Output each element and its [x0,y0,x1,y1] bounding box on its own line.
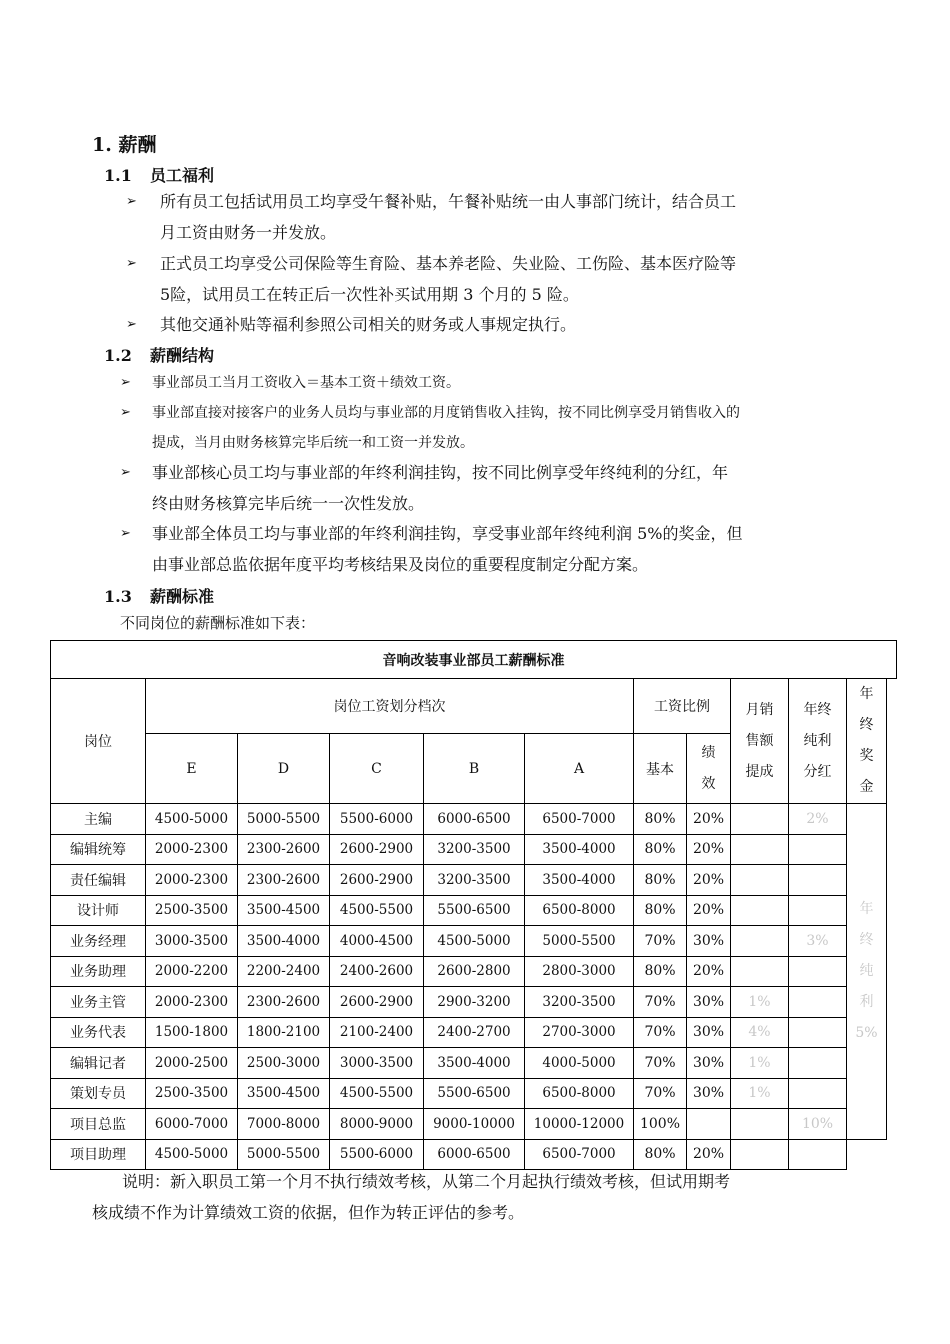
table-row [51,987,897,1018]
cell-perf: 20% [687,865,731,896]
cell-sales [731,895,789,926]
cell-basic: 80% [634,1139,687,1170]
cell-sales: 1% [731,987,789,1018]
cell-b: 2900-3200 [424,987,525,1018]
header-grades: 岗位工资划分档次 [146,679,634,734]
list-item-text: 事业部全体员工均与事业部的年终利润挂钩，享受事业部年终纯利润 5%的奖金，但 [152,524,743,543]
cell-perf: 30% [687,987,731,1018]
cell-b: 6000-6500 [424,804,525,835]
cell-c: 2600-2900 [330,987,424,1018]
cell-e: 1500-1800 [146,1017,238,1048]
cell-c: 5500-6000 [330,804,424,835]
cell-basic: 80% [634,956,687,987]
list-item-text: 事业部直接对接客户的业务人员均与事业部的月度销售收入挂钩，按不同比例享受月销售收入的 [152,405,740,421]
cell-perf: 20% [687,895,731,926]
cell-basic: 100% [634,1109,687,1140]
cell-e: 6000-7000 [146,1109,238,1140]
cell-e: 2000-2500 [146,1048,238,1079]
table-title: 音响改装事业部员工薪酬标准 [51,641,897,679]
cell-a: 4000-5000 [525,1048,634,1079]
cell-perf: 30% [687,1017,731,1048]
cell-pos: 责任编辑 [51,865,146,896]
cell-sales [731,926,789,957]
subsection-1-2-heading [104,343,214,366]
cell-e: 2000-2300 [146,987,238,1018]
cell-profit [789,834,847,865]
cell-basic: 80% [634,834,687,865]
header-grade-e: E [146,734,238,804]
cell-e: 3000-3500 [146,926,238,957]
cell-a: 6500-7000 [525,1139,634,1170]
header-year-end-bonus: 年 终 奖 金 [847,679,887,804]
table-row [51,895,897,926]
table-blank-cell [847,1139,887,1170]
cell-b: 5500-6500 [424,895,525,926]
cell-sales: 1% [731,1048,789,1079]
cell-sales [731,865,789,896]
list-item-text: 提成，当月由财务核算完毕后统一和工资一并发放。 [152,435,474,451]
table-spacer [887,679,897,804]
cell-basic: 70% [634,926,687,957]
table-row [51,834,897,865]
list-item-text: 正式员工均享受公司保险等生育险、基本养老险、失业险、工伤险、基本医疗险等 [160,254,737,273]
subsection-title: 薪酬结构 [150,346,215,365]
subsection-title: 员工福利 [150,166,215,185]
cell-profit [789,1139,847,1170]
cell-sales: 4% [731,1017,789,1048]
cell-profit [789,956,847,987]
note-line: 说明：新入职员工第一个月不执行绩效考核，从第二个月起执行绩效考核，但试用期考 [122,1172,731,1191]
cell-perf [687,1109,731,1140]
cell-pos: 项目助理 [51,1139,146,1170]
subsection-1-1-heading [104,163,214,186]
cell-a: 6500-7000 [525,804,634,835]
cell-b: 3200-3500 [424,865,525,896]
cell-profit [789,865,847,896]
header-grade-b: B [424,734,525,804]
cell-e: 2500-3500 [146,1078,238,1109]
header-position: 岗位 [51,679,146,804]
header-sales-commission: 月销 售额 提成 [731,679,789,804]
cell-basic: 70% [634,987,687,1018]
arrow-bullet-icon: ➢ [126,317,137,332]
cell-c: 2400-2600 [330,956,424,987]
cell-profit [789,987,847,1018]
cell-perf: 20% [687,834,731,865]
cell-sales [731,1109,789,1140]
cell-sales [731,804,789,835]
cell-pos: 编辑统筹 [51,834,146,865]
cell-d: 2300-2600 [238,865,330,896]
arrow-bullet-icon: ➢ [126,256,137,271]
cell-d: 5000-5500 [238,804,330,835]
cell-b: 4500-5000 [424,926,525,957]
cell-pos: 业务代表 [51,1017,146,1048]
cell-b: 9000-10000 [424,1109,525,1140]
cell-pos: 策划专员 [51,1078,146,1109]
cell-e: 4500-5000 [146,804,238,835]
cell-profit: 3% [789,926,847,957]
cell-sales [731,956,789,987]
list-item-text: 月工资由财务一并发放。 [160,223,337,242]
cell-year-end-bonus-merged: 年 终 纯 利 5% [847,804,887,1140]
header-ratio: 工资比例 [634,679,731,734]
cell-basic: 80% [634,895,687,926]
cell-basic: 70% [634,1017,687,1048]
cell-a: 6500-8000 [525,895,634,926]
cell-profit [789,1048,847,1079]
cell-c: 4000-4500 [330,926,424,957]
cell-pos: 业务主管 [51,987,146,1018]
cell-d: 3500-4500 [238,1078,330,1109]
table-row [51,1048,897,1079]
cell-d: 2300-2600 [238,987,330,1018]
cell-c: 4500-5500 [330,1078,424,1109]
list-item-text: 5险，试用员工在转正后一次性补买试用期 3 个月的 5 险。 [160,285,579,304]
cell-b: 6000-6500 [424,1139,525,1170]
list-item-text: 其他交通补贴等福利参照公司相关的财务或人事规定执行。 [160,315,577,334]
cell-e: 2000-2300 [146,834,238,865]
cell-profit [789,1078,847,1109]
cell-a: 5000-5500 [525,926,634,957]
header-performance: 绩 效 [687,734,731,804]
table-row [51,1078,897,1109]
cell-perf: 20% [687,956,731,987]
table-row [51,804,897,835]
header-basic: 基本 [634,734,687,804]
list-item-text: 终由财务核算完毕后统一一次性发放。 [152,494,425,513]
arrow-bullet-icon: ➢ [120,405,131,420]
cell-profit [789,895,847,926]
cell-c: 5500-6000 [330,1139,424,1170]
cell-sales [731,1139,789,1170]
header-grade-c: C [330,734,424,804]
cell-perf: 30% [687,926,731,957]
cell-a: 10000-12000 [525,1109,634,1140]
cell-a: 3500-4000 [525,865,634,896]
subsection-number: 1.2 [104,346,132,365]
cell-d: 2200-2400 [238,956,330,987]
cell-c: 2600-2900 [330,834,424,865]
table-intro: 不同岗位的薪酬标准如下表： [120,614,316,632]
list-item-text: 由事业部总监依据年度平均考核结果及岗位的重要程度制定分配方案。 [152,555,649,574]
cell-perf: 30% [687,1078,731,1109]
section-title: 1. 薪酬 [92,134,157,156]
cell-c: 2600-2900 [330,865,424,896]
cell-pos: 编辑记者 [51,1048,146,1079]
cell-basic: 70% [634,1078,687,1109]
header-profit-share: 年终 纯利 分红 [789,679,847,804]
header-grade-d: D [238,734,330,804]
cell-perf: 20% [687,804,731,835]
arrow-bullet-icon: ➢ [120,465,131,480]
table-row [51,865,897,896]
cell-d: 3500-4500 [238,895,330,926]
cell-a: 2700-3000 [525,1017,634,1048]
cell-sales: 1% [731,1078,789,1109]
cell-perf: 30% [687,1048,731,1079]
cell-pos: 设计师 [51,895,146,926]
note-line: 核成绩不作为计算绩效工资的依据，但作为转正评估的参考。 [92,1203,525,1222]
cell-a: 3500-4000 [525,834,634,865]
cell-c: 2100-2400 [330,1017,424,1048]
cell-profit [789,1017,847,1048]
cell-e: 2500-3500 [146,895,238,926]
cell-a: 3200-3500 [525,987,634,1018]
cell-basic: 80% [634,804,687,835]
arrow-bullet-icon: ➢ [120,526,131,541]
table-note [92,1166,730,1228]
cell-perf: 20% [687,1139,731,1170]
subsection-title: 薪酬标准 [150,587,215,606]
arrow-bullet-icon: ➢ [126,194,137,209]
header-grade-a: A [525,734,634,804]
table-row [51,1109,897,1140]
cell-pos: 主编 [51,804,146,835]
cell-d: 2500-3000 [238,1048,330,1079]
cell-d: 7000-8000 [238,1109,330,1140]
table-row [51,956,897,987]
cell-c: 3000-3500 [330,1048,424,1079]
cell-b: 5500-6500 [424,1078,525,1109]
subsection-number: 1.3 [104,587,132,606]
cell-a: 2800-3000 [525,956,634,987]
cell-b: 3500-4000 [424,1048,525,1079]
cell-pos: 业务助理 [51,956,146,987]
cell-e: 4500-5000 [146,1139,238,1170]
salary-table [50,640,897,1170]
cell-sales [731,834,789,865]
cell-d: 2300-2600 [238,834,330,865]
list-item-text: 所有员工包括试用员工均享受午餐补贴，午餐补贴统一由人事部门统计，结合员工 [160,192,737,211]
arrow-bullet-icon: ➢ [120,375,131,390]
cell-basic: 70% [634,1048,687,1079]
cell-c: 8000-9000 [330,1109,424,1140]
cell-e: 2000-2300 [146,865,238,896]
cell-d: 3500-4000 [238,926,330,957]
subsection-1-3-heading [104,584,214,607]
cell-pos: 项目总监 [51,1109,146,1140]
cell-b: 2600-2800 [424,956,525,987]
list-item-text: 事业部员工当月工资收入＝基本工资＋绩效工资。 [152,375,460,391]
cell-basic: 80% [634,865,687,896]
list-item-text: 事业部核心员工均与事业部的年终利润挂钩，按不同比例享受年终纯利的分红，年 [152,463,729,482]
cell-e: 2000-2200 [146,956,238,987]
cell-b: 3200-3500 [424,834,525,865]
cell-c: 4500-5500 [330,895,424,926]
cell-a: 6500-8000 [525,1078,634,1109]
cell-profit: 2% [789,804,847,835]
table-row [51,926,897,957]
table-row [51,1139,897,1170]
subsection-number: 1.1 [104,166,132,185]
cell-b: 2400-2700 [424,1017,525,1048]
cell-pos: 业务经理 [51,926,146,957]
cell-profit: 10% [789,1109,847,1140]
cell-d: 5000-5500 [238,1139,330,1170]
cell-d: 1800-2100 [238,1017,330,1048]
table-row [51,1017,897,1048]
